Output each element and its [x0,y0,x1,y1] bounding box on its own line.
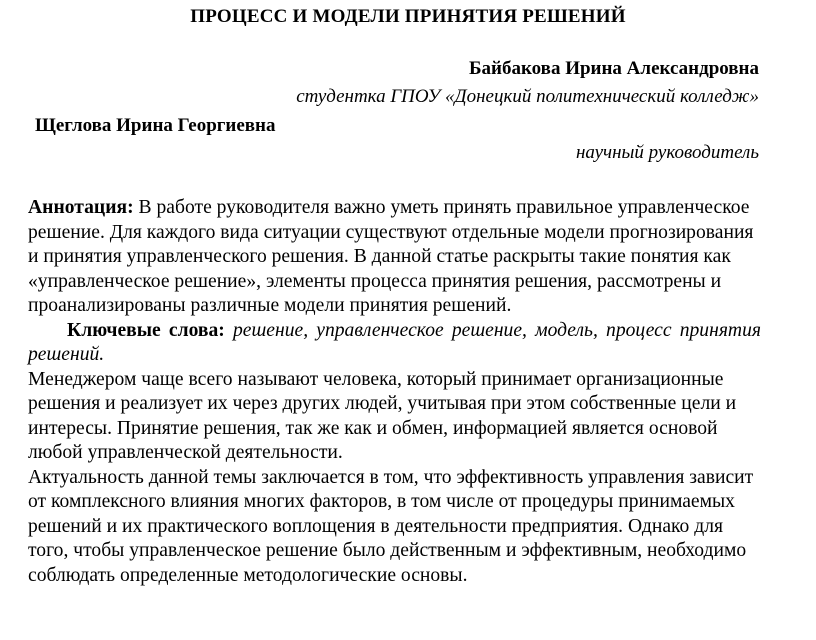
body-paragraph-2: Актуальность данной темы заключается в том, что эффективность управления зависит от комплексного влияния многих факторов, в том числе от процедуры принимаемых решений и их практического воплощения в деятельности предприятия. Однако для того, чтобы управленческое решение было действенным и эффективным, необходимо соблюдать определенные методологические основы. [28,466,754,586]
abstract-label: Аннотация: [28,197,134,218]
abstract-text: В работе руководителя важно уметь принять правильное управленческое решение. Для каждого вида ситуации существуют отдельные модели прогнозирования и принятия управленческого решения. В данной статье раскрыты такие понятия как «управленческое решение», элементы процесса принятия решения, рассмотрены и проанализированы различные модели принятия решений. [28,197,754,316]
body-paragraph-1: Менеджером чаще всего называют человека, который принимает организационные решения и реализует их через других людей, учитывая при этом собственные цели и интересы. Принятие решения, так же как и обмен, информацией является основой любой управленческой деятельности. [28,368,737,463]
author-affiliation: студентка ГПОУ «Донецкий политехнический колледж» [296,86,759,107]
supervisor-role: научный руководитель [575,142,759,163]
keywords-paragraph [28,319,761,368]
keywords-label: Ключевые слова: [67,319,225,341]
author-name: Байбакова Ирина Александровна [468,58,759,79]
keywords-text: решение, управленческое решение, модель, процесс принятия решений. [28,319,761,365]
paper-title: ПРОЦЕСС И МОДЕЛИ ПРИНЯТИЯ РЕШЕНИЙ [190,6,626,27]
supervisor-name: Щеглова Ирина Георгиевна [35,115,276,136]
paper-body [28,196,761,588]
abstract-paragraph [28,196,761,319]
